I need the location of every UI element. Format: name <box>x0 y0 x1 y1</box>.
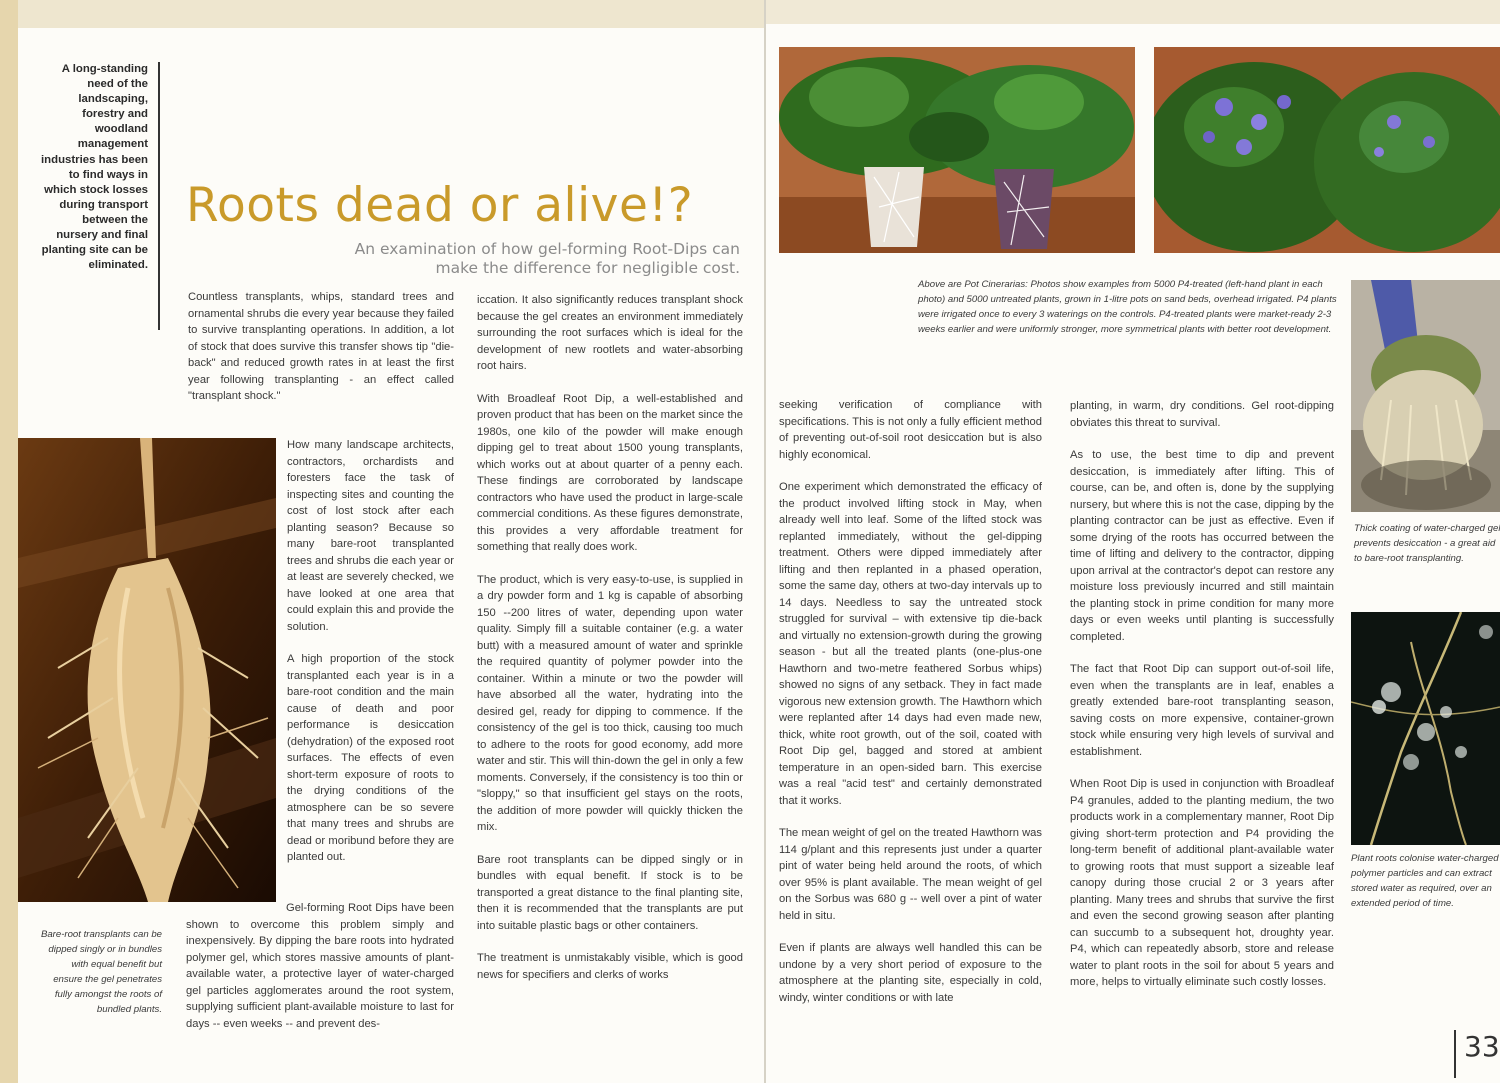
paragraph: As to use, the best time to dip and prevent desiccation, is immediately after lifting. This of course, can be, and often is, done by the supplying nursery, but where this is not the case, dipping by the planting contractor can be just as effective. Even if some drying of the roots has occurred between the time of lifting and delivery to the contractor, dipping upon arrival at the contractor's depot can restore any moisture loss previously incurred and still maintain the planting stock in prime condition for many more days or even weeks until planting is successfully completed. <box>1070 449 1334 643</box>
cineraria-caption: Above are Pot Cinerarias: Photos show examples from 5000 P4-treated (left-hand plant in each photo) and 5000 untreated plants, grown in 1-litre pots on sand beds, overhead irrigated. P4 plants were irrigated once to every 3 waterings on the controls. P4-treated plants were market-ready 2-3 weeks earlier and were uniformly stronger, more symmetrical plants with better root development. <box>918 279 1337 335</box>
column-a-continued: Gel-forming Root Dips have been shown to overcome this problem simply and inexpensively. By dipping the bare roots into hydrated polymer gel, which stores massive amounts of plant-available water, a protective layer of water-charged gel particles agglomerates around the root system, supplying sufficient plant-available moisture to last for days -- even weeks -- and prevent des- <box>186 902 454 1030</box>
roots-gel-photo <box>1351 612 1500 845</box>
top-band <box>766 0 1500 24</box>
column-b <box>477 292 743 983</box>
roots-gel-caption: Plant roots colonise water-charged polymer particles and can extract stored water as required, over an extended period of time. <box>1351 853 1499 909</box>
paragraph: A high proportion of the stock transplanted each year is in a bare-root condition and the main cause of death and poor performance is desiccation (dehydration) of the exposed root surfaces. The effects of even short-term exposure of roots to the drying conditions of the atmosphere can be so severe that many trees and shrubs are dead or moribund before they are planted out. <box>287 653 454 863</box>
gel-coating-caption: Thick coating of water-charged gel prevents desiccation - a great aid to bare-root transplanting. <box>1354 523 1500 564</box>
pullquote: A long-standing need of the landscaping, forestry and woodland management industries has been to find ways in which stock losses during transport between the nursery and final planting site can be eliminated. <box>41 63 148 272</box>
top-band <box>18 0 764 28</box>
bare-root-photo <box>18 438 276 902</box>
margin-strip <box>0 0 18 1083</box>
paragraph: seeking verification of compliance with specifications. This is not only a fully efficient method of preventing out-of-soil root desiccation but is also highly economical. <box>779 399 1042 461</box>
article-title: Roots dead or alive!? <box>186 178 694 233</box>
paragraph: With Broadleaf Root Dip, a well-established and proven product that has been on the market since the 1980s, one kilo of the powder will make enough dipping gel to treat about 1500 young transplants, which works out at about quarter of a penny each. These findings are corroborated by landscape contractors who have used the product in large-scale commercial conditions. As these figures demonstrate, this provides a very affordable treatment for something that really does work. <box>477 392 743 553</box>
pullquote-rule <box>158 62 160 330</box>
paragraph: planting, in warm, dry conditions. Gel root-dipping obviates this threat to survival. <box>1070 400 1334 429</box>
article-subtitle: An examination of how gel-forming Root-Dips can make the difference for negligible cost. <box>354 240 740 277</box>
root-photo-caption: Bare-root transplants can be dipped singly or in bundles with equal benefit but ensure the gel penetrates fully amongst the roots of bundled plants. <box>40 929 162 1015</box>
paragraph: When Root Dip is used in conjunction with Broadleaf P4 granules, added to the planting medium, the two products work in a complementary manner, Root Dip giving short-term protection and P4 providing the long-term benefit of additional plant-available water to growing roots that must support a sizeable leaf canopy during those crucial 2 or 3 years after planting. Many trees and shrubs that survive the first and even the second growing season after planting can succumb to a subsequent hot, droughty year. P4, which can repeatedly absorb, store and release water to plant roots in the soil for about 5 years and more, helps to virtually eliminate such costly losses. <box>1070 778 1334 988</box>
paragraph: The mean weight of gel on the treated Hawthorn was 114 g/plant and this represents just under a quarter pint of water being held around the roots, of which over 95% is plant available. The mean weight of gel on the Sorbus was 680 g -- well over a pint of water held in situ. <box>779 827 1042 922</box>
cineraria-photo-left <box>779 47 1135 253</box>
paragraph: The fact that Root Dip can support out-of-soil life, even when the transplants are in leaf, enables a greatly extended bare-root transplanting season, saving costs on more expensive, container-grown stock while ensuring very high levels of survival and establishment. <box>1070 663 1334 758</box>
paragraph: Bare root transplants can be dipped singly or in bundles with equal benefit. If stock is to be transported a great distance to the final planting site, then it is recommended that the transplants are put into suitable plastic bags or other containers. <box>477 853 743 932</box>
paragraph: How many landscape architects, contractors, orchardists and foresters face the task of inspecting sites and counting the cost of lost stock after each planting season? Because so many bare-root transplanted trees and shrubs die each year or at least are severely checked, we have looked at one area that could explain this and provide the solution. <box>287 439 454 633</box>
gel-coating-photo <box>1351 280 1500 512</box>
cineraria-photo-right <box>1154 47 1500 253</box>
intro-paragraph: Countless transplants, whips, standard trees and ornamental shrubs die every year because they failed to survive transplanting operations. In addition, a lot of stock that does survive this transfer shows tip "die-back" and reduced growth rates in at least the first year following transplanting - an effect called "transplant shock." <box>188 291 454 402</box>
paragraph: The product, which is very easy-to-use, is supplied in a dry powder form and 1 kg is capable of absorbing 150 --200 litres of water, depending upon water quality. Simply fill a suitable container (e.g. a water butt) with a measured amount of water and sprinkle the required quantity of polymer powder into the container. Within a minute or two the powder will have absorbed all the water, hydrating into the desired gel, ready for dipping to commence. If the consistency of the gel is too thick, causing too much to adhere to the roots for good economy, add more water and stir. This will thin-down the gel in only a few moments. Conversely, if the consistency is too thin or "sloppy," so that insufficient gel stays on the roots, the addition of more powder will quickly thicken the mix. <box>477 573 743 833</box>
column-a <box>287 437 454 866</box>
page-number-rule <box>1454 1030 1456 1078</box>
paragraph: The treatment is unmistakably visible, which is good news for specifiers and clerks of works <box>477 952 743 981</box>
column-c <box>779 397 1042 1006</box>
right-page <box>766 0 1500 1083</box>
paragraph: iccation. It also significantly reduces transplant shock because the gel creates an environment immediately surrounding the root surfaces which is ideal for the development of new rootlets and water-absorbing root hairs. <box>477 294 743 372</box>
column-d <box>1070 398 1334 991</box>
page-number: 33 <box>1464 1030 1500 1063</box>
paragraph: Even if plants are always well handled this can be undone by a very short period of exposure to the atmosphere at the planting site, especially in cold, windy, winter conditions or with late <box>779 942 1042 1004</box>
paragraph: One experiment which demonstrated the efficacy of the product involved lifting stock in May, when already well into leaf. Some of the lifted stock was replanted immediately, without the gel-dipping treatment. Others were dipped immediately after lifting and then replanted in a phased operation, some the same day, others at two-day intervals up to 14 days. Needless to say the untreated stock struggled for survival – with extensive tip die-back and virtually no extension-growth during the growing season - but all the treated plants (one-plus-one Hawthorn and two-metre feathered Sorbus whips) showed no signs of any setback. They in fact made vigorous new extension growth. The Hawthorn which were replanted after 14 days had even made new, thick, white root growth, out of the soil, coated with Root Dip gel, bagged and stored at ambient temperature in an open-sided barn. This exercise was a real "acid test" and certainly demonstrated that it works. <box>779 481 1042 807</box>
